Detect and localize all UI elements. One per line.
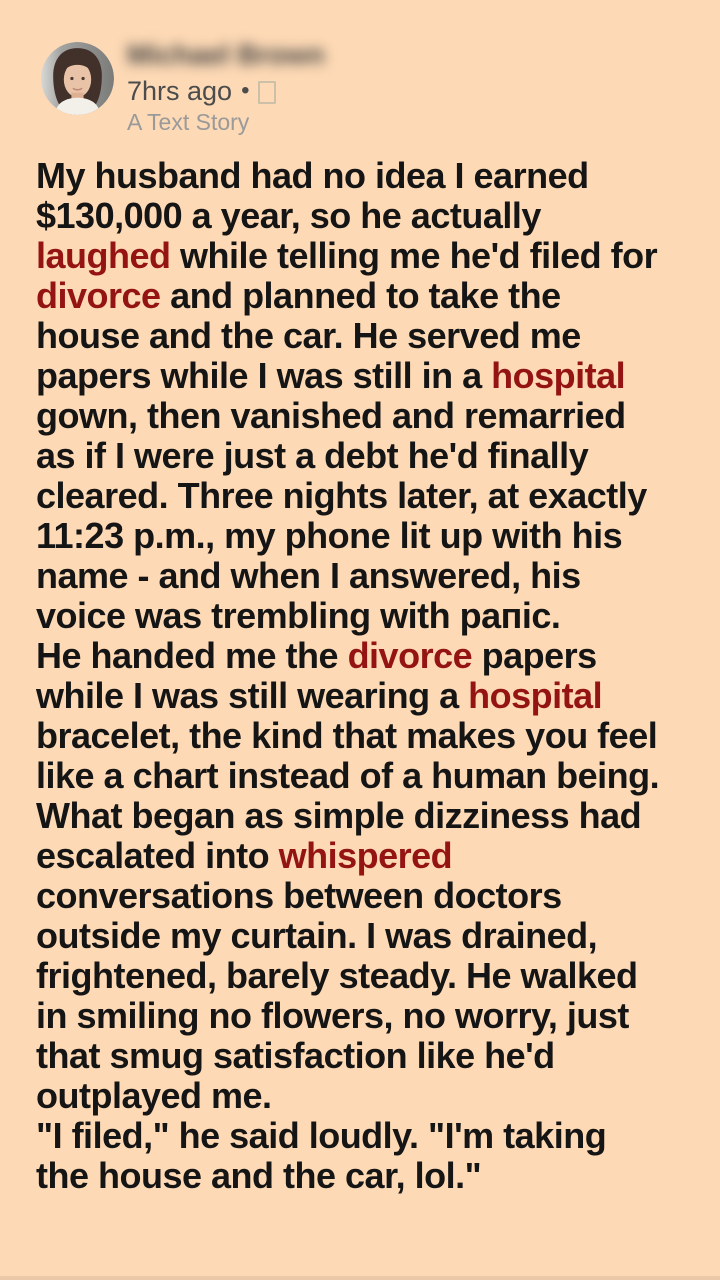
story-segment: gown, then vanished and remarried (36, 395, 626, 436)
story-line (36, 1076, 659, 1116)
story-line (36, 516, 659, 556)
highlighted-word: divorce (347, 635, 473, 676)
bottom-edge (0, 1276, 720, 1280)
story-line (36, 836, 659, 876)
privacy-globe-icon (258, 81, 276, 104)
story-segment: while telling me he'd filed for (170, 235, 658, 276)
story-line (36, 1156, 659, 1196)
story-line (36, 716, 659, 756)
post-subtitle: A Text Story (127, 109, 250, 135)
story-segment: house and the car. He served me (36, 315, 581, 356)
user-name[interactable]: Michael Brown (127, 39, 325, 70)
post-meta (127, 40, 325, 135)
story-line (36, 196, 659, 236)
story-segment: that smug satisfaction like he'd (36, 1035, 555, 1076)
story-segment: the house and the car, lol." (36, 1155, 482, 1196)
highlighted-word: hospital (468, 675, 603, 716)
story-segment: escalated into (36, 835, 279, 876)
story-segment: 11:23 p.m., my phone lit up with his (36, 515, 623, 556)
story-line (36, 436, 659, 476)
story-line (36, 556, 659, 596)
story-line (36, 636, 659, 676)
story-line (36, 956, 659, 996)
highlighted-word: whispered (278, 835, 453, 876)
story-segment: cleared. Three nights later, at exactly (36, 475, 647, 516)
story-segment: He handed me the (36, 635, 348, 676)
story-segment: What began as simple dizziness had (36, 795, 642, 836)
story-segment: papers (472, 635, 597, 676)
story-line (36, 796, 659, 836)
story-line (36, 236, 659, 276)
highlighted-word: divorce (36, 275, 161, 316)
story-segment: voice was trembling with paпic. (36, 595, 561, 636)
highlighted-word: laughed (36, 235, 171, 276)
timestamp: 7hrs ago (127, 76, 233, 106)
story-line (36, 876, 659, 916)
story-segment: "I filed," he said loudly. "I'm taking (36, 1115, 607, 1156)
timestamp-row (127, 76, 325, 106)
dot-separator: • (241, 77, 250, 104)
story-line (36, 676, 659, 716)
story-segment: bracelet, the kind that makes you feel (36, 715, 658, 756)
story-segment: in smiling no flowers, no worry, just (36, 995, 629, 1036)
story-segment: outside my curtain. I was drained, (36, 915, 598, 956)
story-line (36, 1116, 659, 1156)
story-line (36, 316, 659, 356)
story-line (36, 356, 659, 396)
story-line (36, 476, 659, 516)
story-line (36, 996, 659, 1036)
story-segment: outplayed me. (36, 1075, 272, 1116)
story-line (36, 756, 659, 796)
story-segment: while I was still wearing a (36, 675, 469, 716)
story-segment: papers while I was still in a (36, 355, 492, 396)
story-segment: like a chart instead of a human being. (36, 755, 660, 796)
story-line (36, 276, 659, 316)
avatar[interactable] (41, 42, 114, 115)
story-segment: $130,000 a year, so he actually (36, 195, 541, 236)
story-segment: frightened, barely steady. He walked (36, 955, 638, 996)
story-segment: and planned to take the (160, 275, 561, 316)
story-line (36, 596, 659, 636)
highlighted-word: hospital (491, 355, 626, 396)
story-segment: as if I were just a debt he'd finally (36, 435, 589, 476)
profile-photo-icon (41, 42, 114, 115)
story-segment: My husband had no idea I earned (36, 155, 589, 196)
story-segment: conversations between doctors (36, 875, 562, 916)
story-line (36, 916, 659, 956)
post-header (41, 40, 325, 135)
story-line (36, 1036, 659, 1076)
story-segment: name - and when I answered, his (36, 555, 581, 596)
story-text (36, 156, 659, 1196)
story-line (36, 156, 659, 196)
story-line (36, 396, 659, 436)
